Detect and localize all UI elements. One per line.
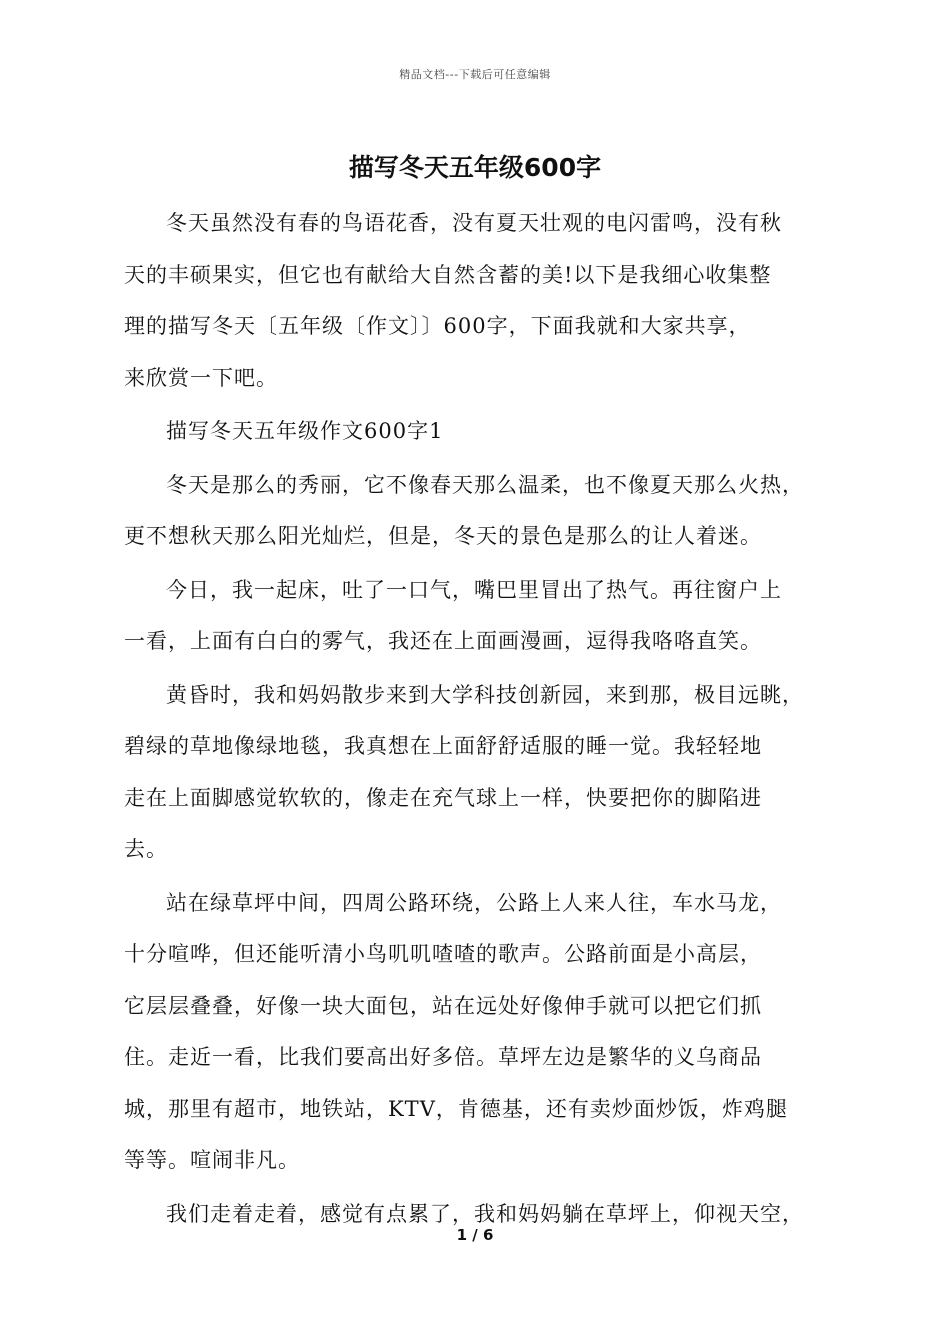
body-paragraph-2 (124, 565, 835, 668)
text-line: 天的丰硕果实，但它也有献给大自然含蓄的美!以下是我细心收集整 (124, 262, 772, 287)
text-line: 碧绿的草地像绿地毯，我真想在上面舒舒适服的睡一觉。我轻轻地 (124, 734, 762, 758)
text-line: 冬天虽然没有春的鸟语花香，没有夏天壮观的电闪雷鸣，没有秋 (166, 211, 782, 235)
text-line: 站在绿草坪中间，四周公路环绕，公路上人来人往，车水马龙， (166, 890, 782, 915)
text-line: 一看，上面有白白的雾气，我还在上面画漫画，逗得我咯咯直笑。 (124, 629, 762, 653)
text-line: 黄昏时，我和妈妈散步来到大学科技创新园，来到那，极目远眺， (166, 682, 804, 707)
text-line: 冬天是那么的秀丽，它不像春天那么温柔，也不像夏天那么火热， (166, 472, 804, 497)
document-body (124, 198, 835, 1242)
text-line: 理的描写冬天〔五年级〔作文〕〕600字，下面我就和大家共享， (124, 314, 751, 338)
text-line: 今日，我一起床，吐了一口气，嘴巴里冒出了热气。再往窗户上 (166, 577, 782, 602)
text-line: 更不想秋天那么阳光灿烂，但是，冬天的景色是那么的让人着迷。 (124, 524, 762, 548)
page-number: 1 / 6 (456, 1226, 494, 1244)
page-header: 精品文档---下载后可任意编辑 (399, 68, 551, 81)
section-subheading: 描写冬天五年级作文600字1 (166, 419, 444, 443)
body-paragraph-4 (124, 878, 835, 1187)
body-paragraph-1 (124, 460, 835, 563)
text-line: 城，那里有超市，地铁站，KTV，肯德基，还有卖炒面炒饭，炸鸡腿 (124, 1096, 788, 1121)
intro-paragraph (124, 198, 835, 404)
text-line: 它层层叠叠，好像一块大面包，站在远处好像伸手就可以把它们抓 (124, 993, 762, 1018)
text-line: 十分喧哗，但还能听清小鸟叽叽喳喳的歌声。公路前面是小高层， (124, 942, 762, 966)
text-line: 去。 (124, 837, 168, 861)
document-title: 描写冬天五年级600字 (348, 153, 602, 182)
text-line: 住。走近一看，比我们要高出好多倍。草坪左边是繁华的义乌商品 (124, 1045, 762, 1069)
text-line: 我们走着走着，感觉有点累了，我和妈妈躺在草坪上，仰视天空， (166, 1201, 804, 1226)
text-line: 走在上面脚感觉软软的，像走在充气球上一样，快要把你的脚陷进 (124, 785, 762, 810)
text-line: 来欣赏一下吧。 (124, 365, 278, 390)
body-paragraph-3 (124, 670, 835, 876)
text-line: 等等。喧闹非凡。 (124, 1148, 300, 1172)
